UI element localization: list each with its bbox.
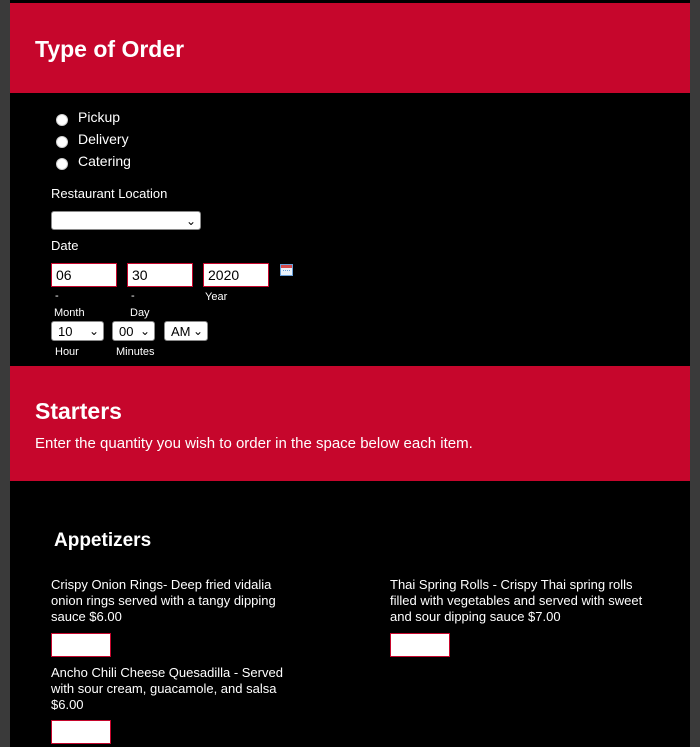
menu-item-onion-rings — [51, 577, 371, 625]
radio-button[interactable] — [56, 158, 68, 170]
item-text: $6.00 — [51, 697, 84, 712]
item-text: onion rings served with a tangy dipping — [51, 593, 276, 608]
ampm-value: AM — [171, 324, 191, 339]
starters-header — [10, 366, 690, 481]
radio-delivery[interactable] — [56, 129, 129, 149]
item-text: sauce $6.00 — [51, 609, 122, 624]
starters-instructions: Enter the quantity you wish to order in the space below each item. — [35, 435, 473, 452]
item-text: with sour cream, guacamole, and salsa — [51, 681, 277, 696]
item-text: filled with vegetables and served with sweet — [390, 593, 643, 608]
onion-rings-qty-input[interactable] — [51, 633, 111, 657]
form-frame — [10, 0, 690, 747]
calendar-icon[interactable] — [280, 264, 293, 276]
minutes-select[interactable] — [112, 321, 155, 341]
chevron-down-icon: ⌄ — [88, 324, 99, 338]
radio-label-delivery: Delivery — [78, 131, 129, 147]
minutes-value: 00 — [119, 324, 134, 339]
date-separator: - — [55, 290, 59, 302]
chevron-down-icon: ⌄ — [185, 214, 196, 228]
day-sublabel: Day — [130, 307, 150, 319]
item-text: and sour dipping sauce $7.00 — [390, 609, 561, 624]
order-type-title: Type of Order — [35, 36, 185, 62]
radio-catering[interactable] — [56, 151, 131, 171]
order-type-header — [10, 3, 690, 93]
day-input[interactable]: 30 — [127, 263, 193, 287]
starters-title: Starters — [35, 398, 122, 424]
ampm-select[interactable] — [164, 321, 208, 341]
month-input[interactable]: 06 — [51, 263, 117, 287]
date-separator: - — [131, 290, 135, 302]
menu-item-spring-rolls — [390, 577, 685, 625]
chevron-down-icon: ⌄ — [192, 324, 203, 338]
menu-item-quesadilla — [51, 665, 371, 713]
radio-label-catering: Catering — [78, 153, 131, 169]
hour-sublabel: Hour — [55, 346, 79, 358]
spring-rolls-qty-input[interactable] — [390, 633, 450, 657]
radio-pickup[interactable] — [56, 107, 120, 127]
item-text: Crispy Onion Rings- Deep fried vidalia — [51, 577, 272, 592]
hour-select[interactable] — [51, 321, 104, 341]
chevron-down-icon: ⌄ — [139, 324, 150, 338]
appetizers-heading: Appetizers — [54, 530, 152, 551]
radio-button[interactable] — [56, 114, 68, 126]
location-value — [52, 213, 58, 228]
month-sublabel: Month — [54, 307, 85, 319]
date-label: Date — [51, 238, 79, 253]
location-label: Restaurant Location — [51, 186, 168, 201]
item-text: Thai Spring Rolls - Crispy Thai spring rolls — [390, 577, 633, 592]
item-text: Ancho Chili Cheese Quesadilla - Served — [51, 665, 283, 680]
year-sublabel: Year — [205, 291, 228, 303]
location-select[interactable] — [51, 211, 201, 230]
radio-button[interactable] — [56, 136, 68, 148]
quesadilla-qty-input[interactable] — [51, 720, 111, 744]
year-input[interactable]: 2020 — [203, 263, 269, 287]
minutes-sublabel: Minutes — [116, 346, 155, 358]
radio-label-pickup: Pickup — [78, 109, 121, 125]
hour-value: 10 — [58, 324, 73, 339]
